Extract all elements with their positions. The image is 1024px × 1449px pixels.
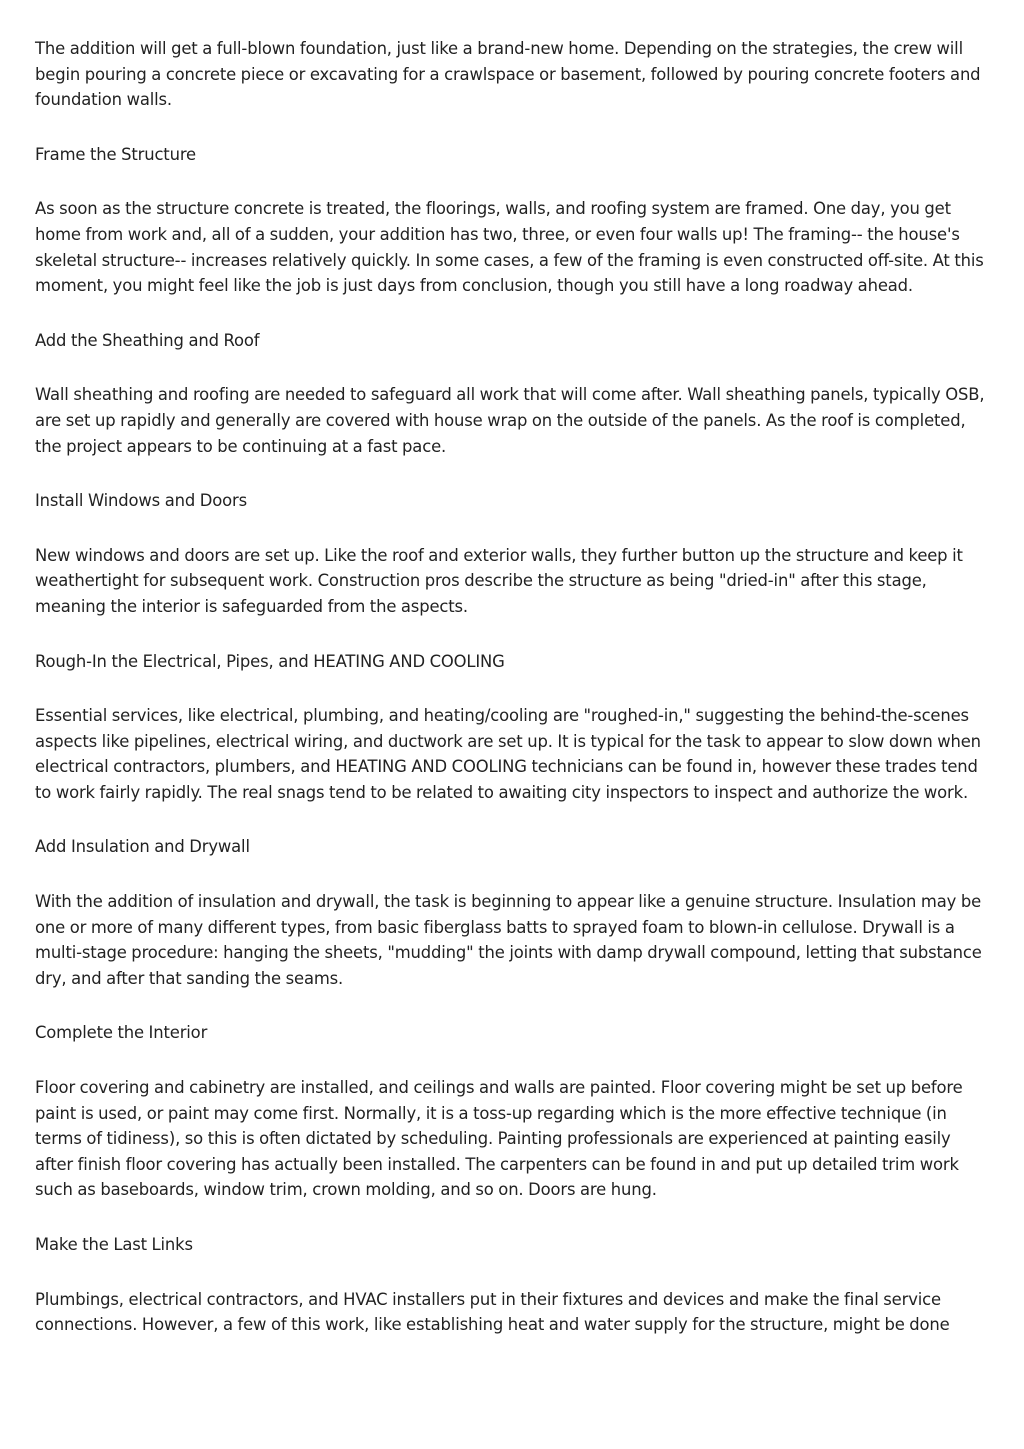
paragraph-windows: New windows and doors are set up. Like the roof and exterior walls, they further button up the structure and keep it weathertight for subsequent work. Construction pros describe the structure as being "dried-in" after this stage, meaning the interior is safeguarded from the aspects. xyxy=(35,545,963,616)
document-body xyxy=(35,36,993,1367)
heading-rough-in: Rough-In the Electrical, Pipes, and HEATING AND COOLING xyxy=(35,651,505,671)
paragraph-insulation: With the addition of insulation and drywall, the task is beginning to appear like a genuine structure. Insulation may be one or more of many different types, from basic fiberglass batts to sprayed foam to blown-in cellulose. Drywall is a multi-stage procedure: hanging the sheets, "mudding" the joints with damp drywall compound, letting that substance dry, and after that sanding the seams. xyxy=(35,892,982,988)
heading-complete-the-interior: Complete the Interior xyxy=(35,1023,208,1043)
paragraph-last-links: Plumbings, electrical contractors, and HVAC installers put in their fixtures and devices and make the final service connections. However, a few of this work, like establishing heat and water supply for the structure, might be done xyxy=(35,1289,950,1335)
heading-frame-the-structure: Frame the Structure xyxy=(35,144,196,164)
paragraph-foundation: The addition will get a full-blown foundation, just like a brand-new home. Depending on the strategies, the crew will begin pouring a concrete piece or excavating for a crawlspace or basement, followed by pouring concrete footers and foundation walls. xyxy=(35,39,981,110)
heading-insulation-and-drywall: Add Insulation and Drywall xyxy=(35,837,250,857)
paragraph-interior: Floor covering and cabinetry are installed, and ceilings and walls are painted. Floor covering might be set up before paint is used, or paint may come first. Normally, it is a toss-up regarding which is the more effective technique (in terms of tidiness), so this is often dictated by scheduling. Painting professionals are experienced at painting easily after finish floor covering has actually been installed. The carpenters can be found in and put up detailed trim work such as baseboards, window trim, crown molding, and so on. Doors are hung. xyxy=(35,1078,963,1200)
paragraph-sheathing: Wall sheathing and roofing are needed to safeguard all work that will come after. Wall sheathing panels, typically OSB, are set up rapidly and generally are covered with house wrap on the outside of the panels. As the roof is completed, the project appears to be continuing at a fast pace. xyxy=(35,385,985,456)
paragraph-framing: As soon as the structure concrete is treated, the floorings, walls, and roofing system are framed. One day, you get home from work and, all of a sudden, your addition has two, three, or even four walls up! The framing-- the house's skeletal structure-- increases relatively quickly. In some cases, a few of the framing is even constructed off-site. At this moment, you might feel like the job is just days from conclusion, though you still have a long roadway ahead. xyxy=(35,199,984,296)
heading-make-the-last-links: Make the Last Links xyxy=(35,1235,193,1254)
heading-sheathing-and-roof: Add the Sheathing and Roof xyxy=(35,330,260,350)
paragraph-rough-in: Essential services, like electrical, plumbing, and heating/cooling are "roughed-in," suggesting the behind-the-scenes aspects like pipelines, electrical wiring, and ductwork are set up. It is typical for the task to appear to slow down when electrical contractors, plumbers, and HEATING AND COOLING technicians can be found in, however these trades tend to work fairly rapidly. The real snags tend to be related to awaiting city inspectors to inspect and authorize the work. xyxy=(35,706,981,802)
heading-windows-and-doors: Install Windows and Doors xyxy=(35,491,247,511)
